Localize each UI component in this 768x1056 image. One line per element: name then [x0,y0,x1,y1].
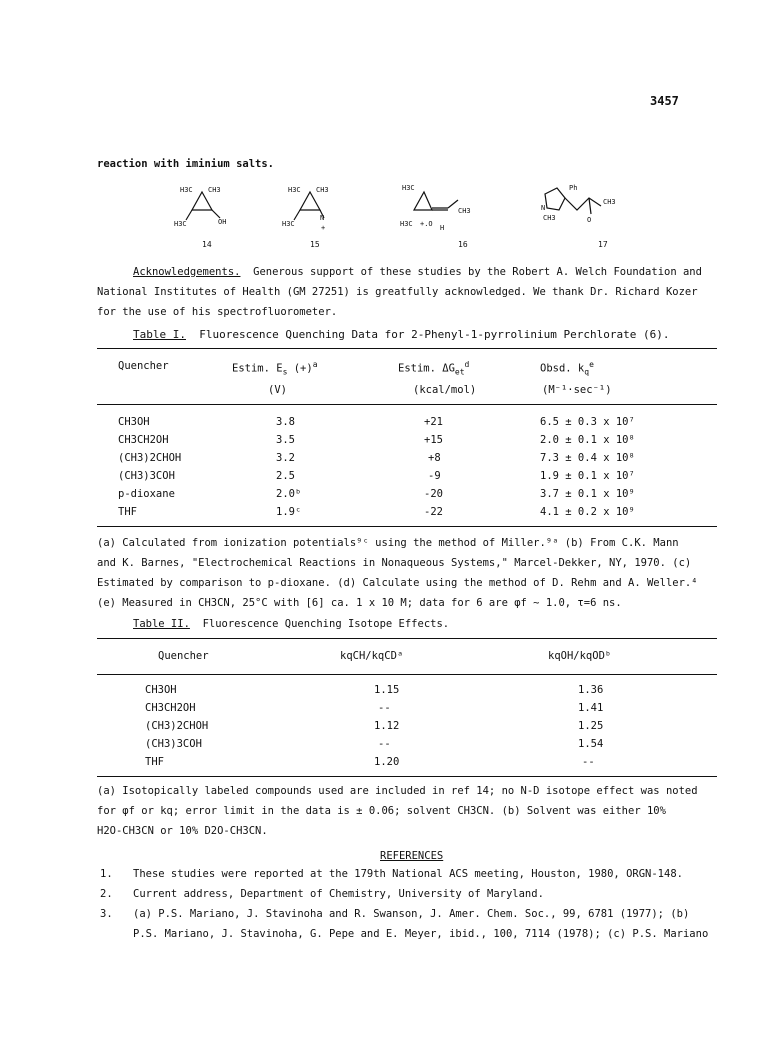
table2-row: THF [145,756,164,768]
estG-label: Estim. ΔG [398,362,455,375]
svg-text:H3C: H3C [180,186,193,194]
table1-cell-e: 3.5 [276,434,295,446]
table1-cell-e: 1.9ᶜ [276,506,302,518]
table1-cell-g: +15 [424,434,443,446]
table2-cell-ch: -- [378,702,391,714]
table1-label: Table I. [133,328,186,341]
table2-header-oh: kqOH/kqODᵇ [548,650,612,662]
table2-top-rule [97,638,717,639]
table1-cell-k: 3.7 ± 0.1 x 10⁹ [540,488,635,500]
svg-text:CH3: CH3 [458,207,471,215]
table1-cell-g: -9 [428,470,441,482]
table1-header-quencher: Quencher [118,360,169,372]
estE-tail: (+) [293,362,313,375]
structure-14 [174,186,226,228]
ack-line-1 [133,266,702,278]
table1-cell-e: 3.2 [276,452,295,464]
table1-row: p-dioxane [118,488,175,500]
table1-note: (e) Measured in CH3CN, 25°C with [6] ca. 1 x 10 M; data for 6 are φf ~ 1.0, τ=6 ns. [97,597,622,609]
table1-cell-e: 2.0ᵇ [276,488,302,500]
table1-bottom-rule [97,526,717,527]
svg-text:H3C: H3C [282,220,295,228]
table1-note: and K. Barnes, "Electrochemical Reactions in Nonaqueous Systems," Marcel-Dekker, NY, 1970. (c) [97,557,692,569]
structure-label-14: 14 [202,240,212,249]
svg-text:CH3: CH3 [316,186,329,194]
table1-header-estG [398,360,469,377]
table2-row: (CH3)3COH [145,738,202,750]
table2-mid-rule [97,674,717,675]
svg-text:CH3: CH3 [543,214,556,222]
chemical-structures [174,180,660,252]
structure-16 [400,184,471,232]
table2-note: H2O-CH3CN or 10% D2O-CH3CN. [97,825,268,837]
table1-row: CH3OH [118,416,150,428]
svg-text:H3C: H3C [174,220,187,228]
structure-15 [282,186,329,232]
svg-text:H3C: H3C [400,220,413,228]
estG-sup: d [464,360,470,369]
table2-cell-ch: 1.12 [374,720,400,732]
svg-text:OH: OH [218,218,227,226]
svg-text:+.O: +.O [420,220,433,228]
table1-header-kq-unit: (M⁻¹·sec⁻¹) [542,384,612,396]
svg-text:+: + [321,224,326,232]
table1-row: THF [118,506,137,518]
svg-text:Ph: Ph [569,184,578,192]
table1-cell-k: 6.5 ± 0.3 x 10⁷ [540,416,635,428]
ack-line-2: National Institutes of Health (GM 27251) is greatfully acknowledged. We thank Dr. Richard Kozer [97,286,698,298]
svg-text:Ṅ: Ṅ [320,214,325,222]
ack-heading: Acknowledgements. [133,266,241,278]
table1-cell-k: 1.9 ± 0.1 x 10⁷ [540,470,635,482]
table2-row: CH3CH2OH [145,702,196,714]
table2-cell-ch: 1.15 [374,684,400,696]
estE-sub: s [282,367,288,377]
ref-text: These studies were reported at the 179th National ACS meeting, Houston, 1980, ORGN-148. [133,868,683,880]
table1-mid-rule [97,404,717,405]
kq-label: Obsd. k [540,362,585,375]
ref-text: Current address, Department of Chemistry, University of Maryland. [133,888,544,900]
estE-label: Estim. E [232,362,283,375]
table2-bottom-rule [97,776,717,777]
table1-header-estE [232,360,318,377]
table1-cell-g: +8 [428,452,441,464]
table1-row: CH3CH2OH [118,434,169,446]
table1-header-estG-unit: (kcal/mol) [413,384,477,396]
table1-header-estE-unit: (V) [268,384,287,396]
table2-row: (CH3)2CHOH [145,720,209,732]
table1-cell-k: 4.1 ± 0.2 x 10⁹ [540,506,635,518]
svg-text:H3C: H3C [402,184,415,192]
svg-text:H3C: H3C [288,186,301,194]
structure-label-15: 15 [310,240,320,249]
ack-text-1: Generous support of these studies by the Robert A. Welch Foundation and [253,266,702,278]
table2-label: Table II. [133,618,190,630]
ack-line-3: for the use of his spectrofluorometer. [97,306,338,318]
table2-caption [133,618,449,630]
table1-cell-g: +21 [424,416,443,428]
table1-caption-text: Fluorescence Quenching Data for 2-Phenyl-1-pyrrolinium Perchlorate (6). [199,328,670,341]
table1-row: (CH3)2CHOH [118,452,182,464]
table2-cell-oh: 1.25 [578,720,604,732]
table2-cell-oh: 1.41 [578,702,604,714]
structure-label-17: 17 [598,240,608,249]
table2-header-quencher: Quencher [158,650,209,662]
structure-label-16: 16 [458,240,468,249]
svg-text:H: H [440,224,445,232]
kq-sup: e [589,360,594,369]
table2-note: for φf or kq; error limit in the data is ± 0.06; solvent CH3CN. (b) Solvent was either 10% [97,805,666,817]
table1-header-kq [540,360,594,377]
estE-sup: a [312,360,318,369]
table2-row: CH3OH [145,684,177,696]
ref-number: 2. [100,888,113,900]
table1-cell-k: 2.0 ± 0.1 x 10⁸ [540,434,635,446]
table1-cell-g: -22 [424,506,443,518]
references-heading: REFERENCES [380,850,444,862]
table1-caption [133,328,669,341]
page-number: 3457 [650,94,679,108]
table2-cell-oh: -- [582,756,595,768]
structure-17 [541,184,616,224]
table1-note: Estimated by comparison to p-dioxane. (d) Calculate using the method of D. Rehm and A. Weller.⁴ [97,577,698,589]
table2-cell-oh: 1.36 [578,684,604,696]
ref-number: 1. [100,868,113,880]
kq-sub: q [584,367,590,377]
table1-cell-e: 3.8 [276,416,295,428]
table1-cell-g: -20 [424,488,443,500]
table2-cell-ch: 1.20 [374,756,400,768]
table1-top-rule [97,348,717,349]
table2-note: (a) Isotopically labeled compounds used are included in ref 14; no N-D isotope effect was noted [97,785,698,797]
estG-sub: et [454,367,465,377]
svg-text:CH3: CH3 [603,198,616,206]
table1-cell-k: 7.3 ± 0.4 x 10⁸ [540,452,635,464]
table2-cell-ch: -- [378,738,391,750]
svg-text:O: O [587,216,592,224]
table1-note: (a) Calculated from ionization potentials⁹ᶜ using the method of Miller.⁹ᵃ (b) From C.K. Mann [97,537,679,549]
svg-text:CH3: CH3 [208,186,221,194]
table1-row: (CH3)3COH [118,470,175,482]
table2-header-ch: kqCH/kqCDᵃ [340,650,404,662]
table2-caption-text: Fluorescence Quenching Isotope Effects. [202,618,450,630]
ref-text: (a) P.S. Mariano, J. Stavinoha and R. Swanson, J. Amer. Chem. Soc., 99, 6781 (1977); (b) [133,908,690,920]
table2-cell-oh: 1.54 [578,738,604,750]
ref-number: 3. [100,908,113,920]
intro-text: reaction with iminium salts. [97,158,275,170]
ref-text: P.S. Mariano, J. Stavinoha, G. Pepe and E. Meyer, ibid., 100, 7114 (1978); (c) P.S. Mariano [133,928,709,940]
table1-cell-e: 2.5 [276,470,295,482]
svg-text:N: N [541,204,546,212]
